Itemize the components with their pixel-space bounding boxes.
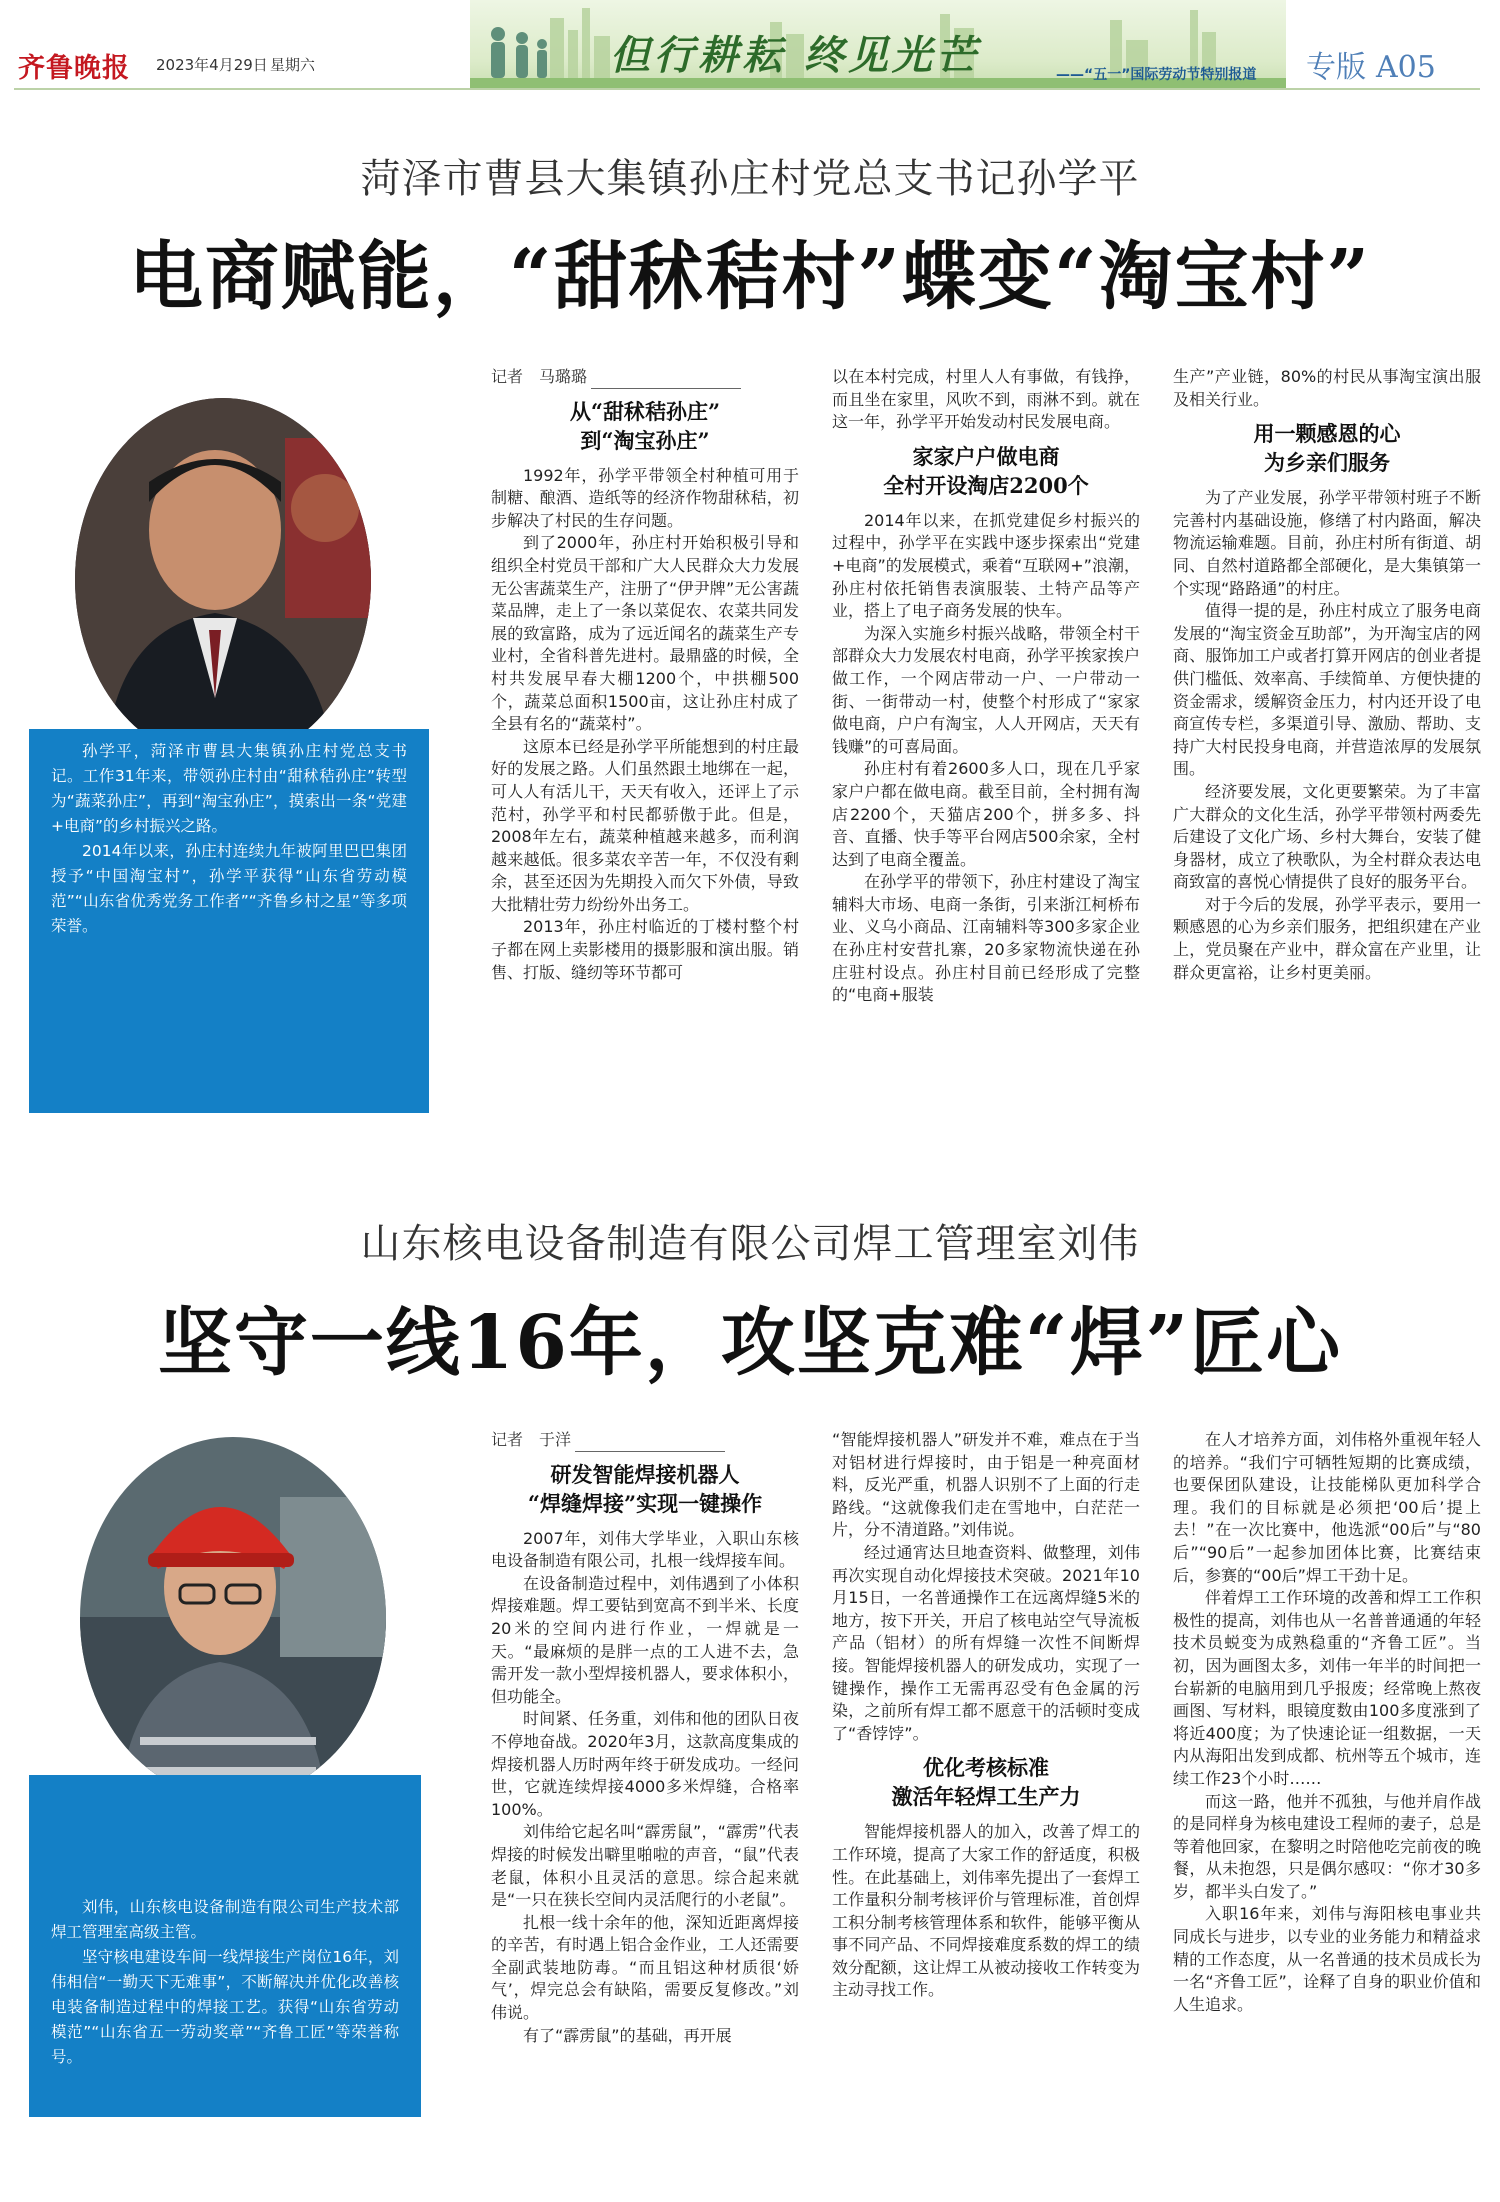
article1-column-3 <box>1173 366 1481 1116</box>
body-paragraph: 经济要发展，文化更要繁荣。为了丰富广大群众的文化生活，孙学平带领村两委先后建设了文化广场、乡村大舞台，安装了健身器材，成立了秧歌队，为全村群众表达电商致富的喜悦心情提供了良好的服务平台。 <box>1173 781 1481 892</box>
slogan-title: 但行耕耘 终见光芒 <box>610 32 980 79</box>
body-paragraph: 在设备制造过程中，刘伟遇到了小体积焊接难题。焊工要钻到宽高不到半米、长度20米的空间内进行作业，一焊就是一天。“最麻烦的是胖一点的工人进不去，急需开发一款小型焊接机器人，要求体积小，但功能全。 <box>491 1573 799 1706</box>
body-paragraph: 2013年，孙庄村临近的丁楼村整个村子都在网上卖影楼用的摄影服和演出服。销售、打版、缝纫等环节都可 <box>491 917 799 982</box>
bio-paragraph: 刘伟，山东核电设备制造有限公司生产技术部焊工管理室高级主管。 <box>51 1898 399 1941</box>
section-heading: 优化考核标准 激活年轻焊工生产力 <box>891 1755 1081 1810</box>
masthead <box>14 0 1480 90</box>
body-paragraph: 对于今后的发展，孙学平表示，要用一颗感恩的心为乡亲们服务，把组织建在产业上，党员聚在产业中，群众富在产业里，让群众更富裕，让乡村更美丽。 <box>1173 894 1481 982</box>
body-paragraph: 为了产业发展，孙学平带领村班子不断完善村内基础设施，修缮了村内路面，解决物流运输难题。目前，孙庄村所有街道、胡同、自然村道路都全部硬化，是大集镇第一个实现“路路通”的村庄。 <box>1173 488 1481 598</box>
body-paragraph: 在人才培养方面，刘伟格外重视年轻人的培养。“我们宁可牺牲短期的比赛成绩，也要保团队建设，让技能梯队更加科学合理。我们的目标就是必须把‘00后’提上去！”在一次比赛中，他选派“00后”与“80后”“90后”一起参加团体比赛，比赛结束后，参赛的“00后”焊工干劲十足。 <box>1173 1430 1481 1585</box>
portrait-figure-illustration <box>75 398 371 762</box>
article2-column-3 <box>1173 1429 1481 2189</box>
reporter-line <box>491 366 799 389</box>
article2-column-2 <box>832 1429 1140 2189</box>
special-banner <box>470 0 1286 88</box>
article2-subtitle: 山东核电设备制造有限公司焊工管理室刘伟 <box>360 1221 1140 1267</box>
body-paragraph: 扎根一线十余年的他，深知近距离焊接的辛苦，有时遇上铝合金作业，工人还需要全副武装地防毒。“而且铝这种材质很‘娇气’，焊完总会有缺陷，需要反复修改。”刘伟说。 <box>491 1912 799 2023</box>
body-paragraph: 智能焊接机器人的加入，改善了焊工的工作环境，提高了大家工作的舒适度，积极性。在此基础上，刘伟率先提出了一套焊工工作量积分制考核评价与管理标准，首创焊工积分制考核管理体系和软件，能够平衡从事不同产品、不同焊接难度系数的焊工的绩效分配额，这让焊工从被动接收工作转变为主动寻找工作。 <box>832 1822 1140 2000</box>
body-paragraph: 有了“霹雳鼠”的基础，再开展 <box>523 2025 732 2045</box>
bio-paragraph: 2014年以来，孙庄村连续九年被阿里巴巴集团授予“中国淘宝村”，孙学平获得“山东省劳动模范”“山东省优秀党务工作者”“齐鲁乡村之星”等多项荣誉。 <box>51 842 407 935</box>
article1-headline: 电商赋能，“甜秫秸村”蝶变“淘宝村” <box>128 234 1372 320</box>
portrait-sun-xueping <box>75 398 371 762</box>
issue-weekday: 星期六 <box>270 56 316 74</box>
reporter-line <box>491 1429 799 1452</box>
reporter-name: 记者 于洋 <box>491 1430 572 1449</box>
body-paragraph: 刘伟给它起名叫“霹雳鼠”，“霹雳”代表焊接的时候发出噼里啪啦的声音，“鼠”代表老鼠，体积小且灵活的意思。综合起来就是“一只在狭长空间内灵活爬行的小老鼠”。 <box>491 1822 799 1910</box>
body-paragraph: 1992年，孙学平带领全村种植可用于制糖、酿酒、造纸等的经济作物甜秫秸，初步解决了村民的生存问题。 <box>491 465 799 530</box>
section-heading: 用一颗感恩的心 为乡亲们服务 <box>1253 421 1401 476</box>
body-paragraph: 孙庄村有着2600多人口，现在几乎家家户户都在做电商。截至目前，全村拥有淘店2200个，天猫店200个，拼多多、抖音、直播、快手等平台网店500余家，全村达到了电商全覆盖。 <box>832 759 1140 869</box>
body-paragraph: 时间紧、任务重，刘伟和他的团队日夜不停地奋战。2020年3月，这款高度集成的焊接机器人历时两年终于研发成功。一经问世，它就连续焊接4000多米焊缝，合格率100%。 <box>491 1709 799 1819</box>
reporter-underline <box>575 1451 725 1452</box>
body-paragraph: 2007年，刘伟大学毕业，入职山东核电设备制造有限公司，扎根一线焊接车间。 <box>491 1528 799 1571</box>
page-number: A05 <box>1376 50 1436 85</box>
edition-type: 专版 <box>1306 50 1366 85</box>
bio-box-sun-xueping <box>29 729 429 1113</box>
reporter-name: 记者 马璐璐 <box>491 367 588 386</box>
body-paragraph: 在孙学平的带领下，孙庄村建设了淘宝辅料大市场、电商一条街，引来浙江柯桥布业、义乌小商品、江南辅料等300多家企业在孙庄村安营扎寨，20多家物流快递在孙庄驻村设点。孙庄村目前已经形成了完整的“电商+服装 <box>832 872 1140 1005</box>
bio-paragraph: 坚守核电建设车间一线焊接生产岗位16年，刘伟相信“一勤天下无难事”，不断解决并优化改善核电装备制造过程中的焊接工艺。获得“山东省劳动模范”“山东省五一劳动奖章”“齐鲁工匠”等荣誉称号。 <box>51 1948 399 2066</box>
issue-date: 2023年4月29日 <box>156 56 268 74</box>
body-paragraph-continued: 以在本村完成，村里人人有事做，有钱挣，而且坐在家里，风吹不到，雨淋不到。就在这一年，孙学平开始发动村民发展电商。 <box>832 367 1140 432</box>
reporter-underline <box>591 388 741 389</box>
edition-label <box>1306 42 1436 86</box>
body-paragraph: 2014年以来，在抓党建促乡村振兴的过程中，孙学平在实践中逐步探索出“党建+电商”的发展模式，乘着“互联网+”浪潮，孙庄村依托销售表演服装、土特产品等产业，搭上了电子商务发展的快车。 <box>832 510 1140 621</box>
article1-subtitle: 菏泽市曹县大集镇孙庄村党总支书记孙学平 <box>360 156 1140 202</box>
body-paragraph: 这原本已经是孙学平所能想到的村庄最好的发展之路。人们虽然跟土地绑在一起，可人人有活儿干，天天有收入，还评上了示范村，孙学平和村民都骄傲于此。但是，2008年左右，蔬菜种植越来越多，而利润越来越低。很多菜农辛苦一年，不仅没有剩余，甚至还因为先期投入而欠下外债，导致大批精壮劳力纷纷外出务工。 <box>491 736 799 914</box>
body-paragraph-continued: 生产”产业链，80%的村民从事淘宝演出服及相关行业。 <box>1173 367 1481 409</box>
portrait-liu-wei <box>80 1437 386 1799</box>
special-report-label: ——“五一”国际劳动节特别报道 <box>1056 67 1257 83</box>
body-paragraph-continued: “智能焊接机器人”研发并不难，难点在于当对铝材进行焊接时，由于铝是一种亮面材料，反光严重，机器人识别不了上面的行走路线。“这就像我们走在雪地中，白茫茫一片，分不清道路。”刘伟说。 <box>832 1430 1140 1540</box>
body-paragraph: 值得一提的是，孙庄村成立了服务电商发展的“淘宝资金互助部”，为开淘宝店的网商、服饰加工户或者打算开网店的创业者提供门槛低、效率高、手续简单、方便快捷的资金需求，缓解资金压力，村内还开设了电商宣传专栏，多渠道引导、激励、帮助、支持广大村民投身电商，并营造浓厚的发展氛围。 <box>1173 601 1481 779</box>
section-heading: 家家户户做电商 全村开设淘店2200个 <box>883 443 1089 498</box>
article2-headline: 坚守一线16年，攻坚克难“焊”匠心 <box>157 1300 1343 1386</box>
article1-column-1 <box>491 366 799 1116</box>
bio-paragraph: 孙学平，菏泽市曹县大集镇孙庄村党总支书记。工作31年来，带领孙庄村由“甜秫秸孙庄”转型为“蔬菜孙庄”，再到“淘宝孙庄”，摸索出一条“党建+电商”的乡村振兴之路。 <box>51 742 407 835</box>
body-paragraph: 入职16年来，刘伟与海阳核电事业共同成长与进步，以专业的业务能力和精益求精的工作态度，从一名普通的技术员成长为一名“齐鲁工匠”，诠释了自身的职业价值和人生追求。 <box>1173 1904 1481 2014</box>
section-heading: 从“甜秫秸孙庄” 到“淘宝孙庄” <box>569 398 721 453</box>
article1-column-2 <box>832 366 1140 1116</box>
body-paragraph: 而这一路，他并不孤独，与他并肩作战的是同样身为核电建设工程师的妻子，总是等着他回家，在黎明之时陪他吃完前夜的晚餐，从未抱怨，只是偶尔感叹：“你才30多岁，都半头白发了。” <box>1173 1791 1481 1901</box>
portrait-figure-illustration <box>80 1437 386 1799</box>
body-paragraph: 经过通宵达旦地查资料、做整理，刘伟再次实现自动化焊接技术突破。2021年10月15日，一名普通操作工在远离焊缝5米的地方，按下开关，开启了核电站空气导流板产品（铝材）的所有焊缝一次性不间断焊接。智能焊接机器人的研发成功，实现了一键操作，操作工无需再忍受有色金属的污染，之前所有焊工都不愿意干的活顿时变成了“香饽饽”。 <box>832 1542 1140 1743</box>
bio-box-liu-wei <box>29 1775 421 2117</box>
article2-column-1 <box>491 1429 799 2189</box>
body-paragraph: 伴着焊工工作环境的改善和焊工工作积极性的提高，刘伟也从一名普普通通的年轻技术员蜕变为成熟稳重的“齐鲁工匠”。当初，因为画图太多，刘伟一年半的时间把一台崭新的电脑用到几乎报废；经常晚上熬夜画图、写材料，眼镜度数由100多度涨到了将近400度；为了快速论证一组数据，一天内从海阳出发到成都、杭州等五个城市，连续工作23个小时…… <box>1173 1588 1481 1788</box>
body-paragraph: 到了2000年，孙庄村开始积极引导和组织全村党员干部和广大人民群众大力发展无公害蔬菜生产，注册了“伊尹牌”无公害蔬菜品牌，走上了一条以菜促农、农菜共同发展的致富路，成为了远近闻名的蔬菜生产专业村，全省科普先进村。最鼎盛的时候，全村共发展早春大棚1200个，中拱棚500个，蔬菜总面积1500亩，这让孙庄村成了全县有名的“蔬菜村”。 <box>491 533 799 734</box>
section-heading: 研发智能焊接机器人 “焊缝焊接”实现一键操作 <box>527 1461 763 1516</box>
body-paragraph: 为深入实施乡村振兴战略，带领全村干部群众大力发展农村电商，孙学平挨家挨户做工作，一个网店带动一户、一户带动一街、一街带动一村，使整个村形成了“家家做电商，户户有淘宝，人人开网店，天天有钱赚”的可喜局面。 <box>832 623 1140 756</box>
newspaper-logo: 齐鲁晚报 <box>18 53 130 84</box>
